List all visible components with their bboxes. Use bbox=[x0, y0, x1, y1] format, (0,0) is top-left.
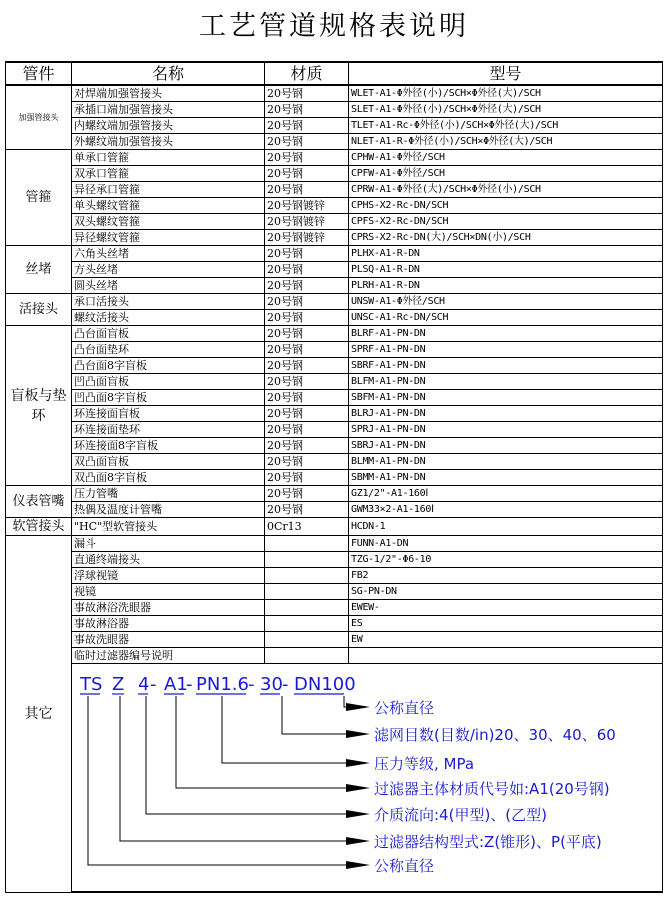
material-cell: 20号钢 bbox=[265, 342, 349, 358]
model-cell: NLET-A1-R-Φ外径(小)/SCH×Φ外径(大)/SCH bbox=[349, 134, 663, 150]
leader-line bbox=[88, 696, 348, 865]
header-fitting: 管件 bbox=[6, 62, 72, 85]
arrow-icon bbox=[346, 759, 370, 767]
material-cell: 20号钢 bbox=[265, 246, 349, 262]
model-cell: SG-PN-DN bbox=[349, 584, 663, 600]
table-row bbox=[6, 470, 663, 486]
table-row bbox=[6, 536, 663, 552]
item-name-cell: 双凸面盲板 bbox=[72, 454, 265, 470]
arrow-icon bbox=[346, 703, 370, 711]
code-part: Z bbox=[112, 674, 125, 695]
item-name-cell: 临时过滤器编号说明 bbox=[72, 648, 265, 664]
code-label: 过滤器主体材质代号如:A1(20号钢) bbox=[374, 780, 610, 798]
table-row bbox=[6, 358, 663, 374]
material-cell bbox=[265, 632, 349, 648]
item-name-cell: 双头螺纹管箍 bbox=[72, 214, 265, 230]
table-row bbox=[6, 390, 663, 406]
model-cell: FB2 bbox=[349, 568, 663, 584]
model-cell: EWEW- bbox=[349, 600, 663, 616]
model-cell: SPRJ-A1-PN-DN bbox=[349, 422, 663, 438]
item-name-cell: 异径螺纹管箍 bbox=[72, 230, 265, 246]
item-name-cell: 外螺纹端加强管接头 bbox=[72, 134, 265, 150]
leader-line bbox=[282, 696, 348, 734]
item-name-cell: 内螺纹端加强管接头 bbox=[72, 118, 265, 134]
table-row bbox=[6, 182, 663, 198]
model-cell: ES bbox=[349, 616, 663, 632]
code-part: - bbox=[186, 674, 193, 695]
table-row bbox=[6, 150, 663, 166]
model-cell: PLRH-A1-R-DN bbox=[349, 278, 663, 294]
code-part: - bbox=[150, 674, 157, 695]
item-name-cell: 异径承口管箍 bbox=[72, 182, 265, 198]
category-cell: 其它 bbox=[6, 536, 72, 893]
material-cell: 20号钢 bbox=[265, 454, 349, 470]
table-row bbox=[6, 326, 663, 342]
item-name-cell: 事故洗眼器 bbox=[72, 632, 265, 648]
model-cell: FUNN-A1-DN bbox=[349, 536, 663, 552]
code-part: 4 bbox=[138, 674, 150, 695]
material-cell: 20号钢 bbox=[265, 85, 349, 102]
table-row bbox=[6, 454, 663, 470]
item-name-cell: 六角头丝堵 bbox=[72, 246, 265, 262]
table-row bbox=[6, 486, 663, 502]
model-cell: CPHS-X2-Rc-DN/SCH bbox=[349, 198, 663, 214]
item-name-cell: 单头螺纹管箍 bbox=[72, 198, 265, 214]
model-cell: CPFW-A1-Φ外径/SCH bbox=[349, 166, 663, 182]
code-label: 压力等级, MPa bbox=[374, 755, 475, 773]
table-body bbox=[6, 85, 663, 892]
category-cell: 软管接头 bbox=[6, 518, 72, 536]
item-name-cell: 环连接面垫环 bbox=[72, 422, 265, 438]
item-name-cell: 双凸面8字盲板 bbox=[72, 470, 265, 486]
table-row bbox=[6, 374, 663, 390]
material-cell: 20号钢 bbox=[265, 358, 349, 374]
table-row bbox=[6, 502, 663, 518]
material-cell: 20号钢 bbox=[265, 486, 349, 502]
item-name-cell: 视镜 bbox=[72, 584, 265, 600]
item-name-cell: 事故淋浴洗眼器 bbox=[72, 600, 265, 616]
item-name-cell: 承口活接头 bbox=[72, 294, 265, 310]
item-name-cell: 凸台面8字盲板 bbox=[72, 358, 265, 374]
material-cell: 20号钢 bbox=[265, 310, 349, 326]
material-cell: 20号钢 bbox=[265, 390, 349, 406]
category-cell: 加强管接头 bbox=[6, 85, 72, 150]
table-row bbox=[6, 406, 663, 422]
material-cell: 20号钢 bbox=[265, 278, 349, 294]
code-label: 公称直径 bbox=[374, 699, 435, 717]
material-cell bbox=[265, 536, 349, 552]
filter-code-row bbox=[6, 664, 663, 893]
material-cell: 20号钢 bbox=[265, 150, 349, 166]
code-part: A1 bbox=[164, 674, 188, 695]
page-title: 工艺管道规格表说明 bbox=[199, 11, 469, 42]
table-row bbox=[6, 310, 663, 326]
material-cell: 0Cr13 bbox=[265, 518, 349, 536]
material-cell: 20号钢镀锌 bbox=[265, 230, 349, 246]
table-row bbox=[6, 648, 663, 664]
model-cell: SPRF-A1-PN-DN bbox=[349, 342, 663, 358]
item-name-cell: 压力管嘴 bbox=[72, 486, 265, 502]
model-cell: CPHW-A1-Φ外径/SCH bbox=[349, 150, 663, 166]
filter-code-cell bbox=[72, 664, 663, 893]
code-part: DN100 bbox=[294, 674, 356, 695]
model-cell: CPFS-X2-Rc-DN/SCH bbox=[349, 214, 663, 230]
table-row bbox=[6, 214, 663, 230]
model-cell: GZ1/2"-A1-160Ⅰ bbox=[349, 486, 663, 502]
code-label: 过滤器结构型式:Z(锥形)、P(平底) bbox=[374, 833, 602, 851]
material-cell bbox=[265, 600, 349, 616]
item-name-cell: "HC"型软管接头 bbox=[72, 518, 265, 536]
arrow-icon bbox=[346, 837, 370, 845]
code-label: 滤网目数(目数/in)20、30、40、60 bbox=[374, 726, 616, 744]
model-cell: BLMM-A1-PN-DN bbox=[349, 454, 663, 470]
category-cell: 活接头 bbox=[6, 294, 72, 326]
material-cell: 20号钢 bbox=[265, 374, 349, 390]
category-cell: 丝堵 bbox=[6, 246, 72, 294]
model-cell: TZG-1/2"-Φ6-10 bbox=[349, 552, 663, 568]
item-name-cell: 对焊端加强管接头 bbox=[72, 85, 265, 102]
header-material: 材质 bbox=[265, 62, 349, 85]
table-row bbox=[6, 198, 663, 214]
model-cell: SBMM-A1-PN-DN bbox=[349, 470, 663, 486]
table-header-row bbox=[6, 62, 663, 85]
material-cell bbox=[265, 552, 349, 568]
leader-line bbox=[120, 696, 348, 841]
code-part: - bbox=[282, 674, 289, 695]
model-cell: CPRS-X2-Rc-DN(大)/SCH×DN(小)/SCH bbox=[349, 230, 663, 246]
material-cell: 20号钢 bbox=[265, 326, 349, 342]
material-cell bbox=[265, 648, 349, 664]
item-name-cell: 环连接面8字盲板 bbox=[72, 438, 265, 454]
item-name-cell: 环连接面盲板 bbox=[72, 406, 265, 422]
table-row bbox=[6, 422, 663, 438]
code-label: 介质流向:4(甲型)、(乙型) bbox=[374, 806, 548, 824]
code-part: 30 bbox=[260, 674, 283, 695]
filter-code-diagram bbox=[72, 664, 662, 891]
material-cell: 20号钢 bbox=[265, 406, 349, 422]
material-cell: 20号钢 bbox=[265, 102, 349, 118]
material-cell bbox=[265, 616, 349, 632]
filter-code-svg bbox=[72, 664, 662, 891]
item-name-cell: 螺纹活接头 bbox=[72, 310, 265, 326]
table-row bbox=[6, 134, 663, 150]
table-row bbox=[6, 616, 663, 632]
header-name: 名称 bbox=[72, 62, 265, 85]
table-row bbox=[6, 102, 663, 118]
model-cell: EW bbox=[349, 632, 663, 648]
material-cell: 20号钢 bbox=[265, 118, 349, 134]
spec-table bbox=[5, 61, 663, 893]
material-cell bbox=[265, 584, 349, 600]
material-cell: 20号钢 bbox=[265, 470, 349, 486]
category-cell: 盲板与垫环 bbox=[6, 326, 72, 486]
table-row bbox=[6, 278, 663, 294]
arrow-icon bbox=[346, 861, 370, 869]
table-row bbox=[6, 552, 663, 568]
item-name-cell: 浮球视镜 bbox=[72, 568, 265, 584]
material-cell: 20号钢 bbox=[265, 438, 349, 454]
model-cell: SBRF-A1-PN-DN bbox=[349, 358, 663, 374]
item-name-cell: 圆头丝堵 bbox=[72, 278, 265, 294]
material-cell: 20号钢镀锌 bbox=[265, 198, 349, 214]
material-cell: 20号钢 bbox=[265, 134, 349, 150]
item-name-cell: 直通终端接头 bbox=[72, 552, 265, 568]
table-row bbox=[6, 600, 663, 616]
model-cell bbox=[349, 648, 663, 664]
table-row bbox=[6, 118, 663, 134]
item-name-cell: 凹凸面8字盲板 bbox=[72, 390, 265, 406]
category-cell: 管箍 bbox=[6, 150, 72, 246]
table-row bbox=[6, 438, 663, 454]
table-row bbox=[6, 246, 663, 262]
item-name-cell: 凹凸面盲板 bbox=[72, 374, 265, 390]
material-cell: 20号钢 bbox=[265, 422, 349, 438]
leader-line bbox=[176, 696, 348, 788]
material-cell: 20号钢镀锌 bbox=[265, 214, 349, 230]
arrow-icon bbox=[346, 784, 370, 792]
model-cell: BLRJ-A1-PN-DN bbox=[349, 406, 663, 422]
item-name-cell: 热偶及温度计管嘴 bbox=[72, 502, 265, 518]
category-cell: 仪表管嘴 bbox=[6, 486, 72, 518]
table-row bbox=[6, 230, 663, 246]
model-cell: WLET-A1-Φ外径(小)/SCH×Φ外径(大)/SCH bbox=[349, 85, 663, 102]
material-cell bbox=[265, 568, 349, 584]
table-row bbox=[6, 342, 663, 358]
table-row bbox=[6, 632, 663, 648]
item-name-cell: 单承口管箍 bbox=[72, 150, 265, 166]
leader-line bbox=[222, 696, 348, 763]
code-label: 公称直径 bbox=[374, 857, 435, 875]
arrow-icon bbox=[346, 730, 370, 738]
table-row bbox=[6, 166, 663, 182]
material-cell: 20号钢 bbox=[265, 182, 349, 198]
item-name-cell: 方头丝堵 bbox=[72, 262, 265, 278]
material-cell: 20号钢 bbox=[265, 262, 349, 278]
code-part: PN1.6 bbox=[196, 674, 249, 695]
model-cell: HCDN-1 bbox=[349, 518, 663, 536]
item-name-cell: 双承口管箍 bbox=[72, 166, 265, 182]
model-cell: UNSC-A1-Rc-DN/SCH bbox=[349, 310, 663, 326]
code-part: TS bbox=[80, 674, 103, 695]
model-cell: BLRF-A1-PN-DN bbox=[349, 326, 663, 342]
table-row bbox=[6, 568, 663, 584]
model-cell: SBFM-A1-PN-DN bbox=[349, 390, 663, 406]
item-name-cell: 凸台面盲板 bbox=[72, 326, 265, 342]
model-cell: TLET-A1-Rc-Φ外径(小)/SCH×Φ外径(大)/SCH bbox=[349, 118, 663, 134]
model-cell: SBRJ-A1-PN-DN bbox=[349, 438, 663, 454]
item-name-cell: 承插口端加强管接头 bbox=[72, 102, 265, 118]
material-cell: 20号钢 bbox=[265, 502, 349, 518]
model-cell: CPRW-A1-Φ外径(大)/SCH×Φ外径(小)/SCH bbox=[349, 182, 663, 198]
item-name-cell: 漏斗 bbox=[72, 536, 265, 552]
table-row bbox=[6, 518, 663, 536]
material-cell: 20号钢 bbox=[265, 294, 349, 310]
model-cell: PLHX-A1-R-DN bbox=[349, 246, 663, 262]
arrow-icon bbox=[346, 810, 370, 818]
table-row bbox=[6, 294, 663, 310]
code-part: - bbox=[248, 674, 255, 695]
table-row bbox=[6, 584, 663, 600]
item-name-cell: 凸台面垫环 bbox=[72, 342, 265, 358]
table-row bbox=[6, 85, 663, 102]
model-cell: BLFM-A1-PN-DN bbox=[349, 374, 663, 390]
header-model: 型号 bbox=[349, 62, 663, 85]
model-cell: SLET-A1-Φ外径(小)/SCH×Φ外径(大)/SCH bbox=[349, 102, 663, 118]
model-cell: GWM33×2-A1-160Ⅰ bbox=[349, 502, 663, 518]
model-cell: PLSQ-A1-R-DN bbox=[349, 262, 663, 278]
model-cell: UNSW-A1-Φ外径/SCH bbox=[349, 294, 663, 310]
material-cell: 20号钢 bbox=[265, 166, 349, 182]
table-row bbox=[6, 262, 663, 278]
item-name-cell: 事故淋浴器 bbox=[72, 616, 265, 632]
